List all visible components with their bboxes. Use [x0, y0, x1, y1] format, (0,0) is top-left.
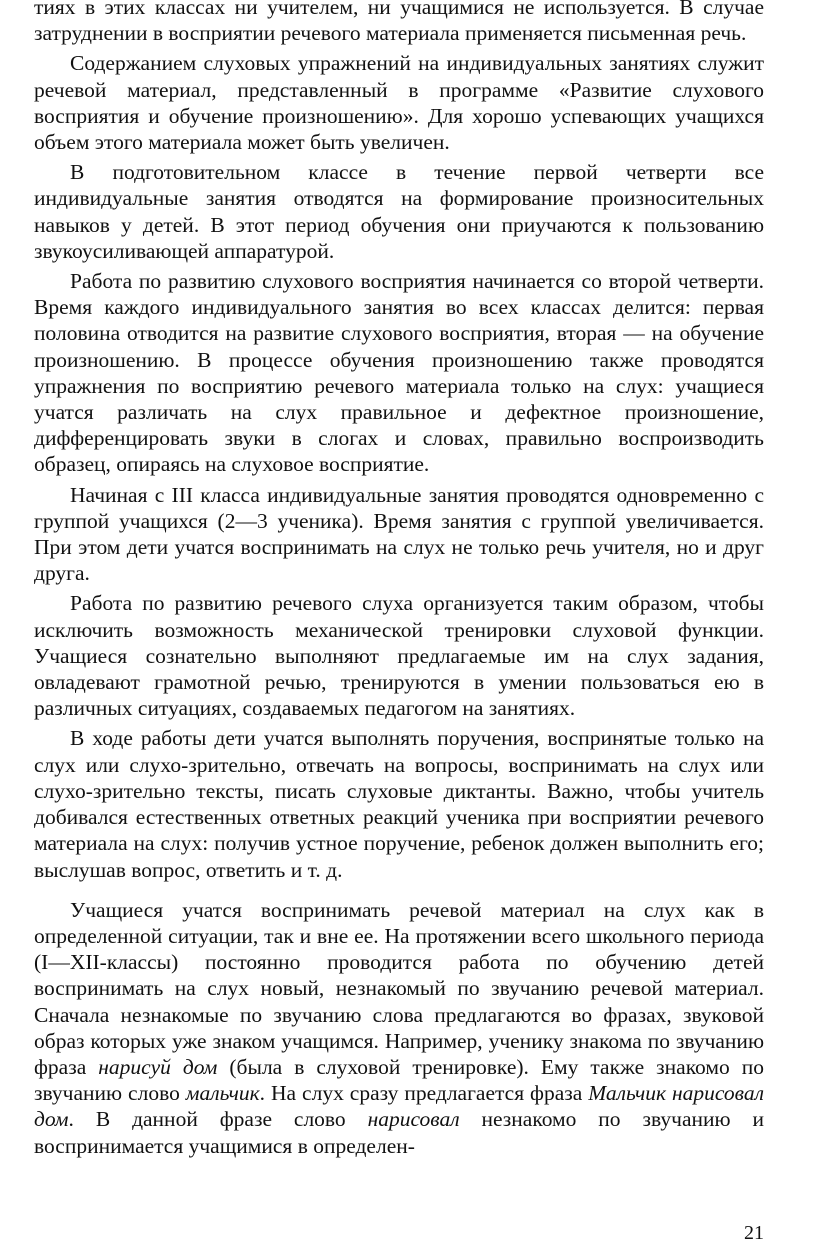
page-number: 21	[744, 1222, 764, 1244]
paragraph-auditory-work: Работа по развитию слухового восприятия начинается со второй четверти. Время каждого индивидуального занятия во всех классах делится: первая половина отводится на развитие слухового восприятия, вторая — на обучение произношению. В процессе обучения произношению также проводятся упражнения по восприятию речевого материала только на слух: учащиеся учатся различать на слух правильное и дефектное произношение, дифференцировать звуки в слогах и словах, правильно воспроизводить образец, опираясь на слуховое восприятие.	[34, 269, 764, 477]
paragraph-group-lessons: Начиная с III класса индивидуальные занятия проводятся одновременно с группой учащихся (2—3 ученика). Время занятия с группой увеличивается. При этом дети учатся воспринимать на слух не только речь учителя, но и друг друга.	[34, 482, 764, 586]
text-run: Учащиеся учатся воспринимать речевой материал на слух как в определенной ситуации, так и вне ее. На протяжении всего школьного периода (I—XII-классы) постоянно проводится работа по обучению детей воспринимать на слух новый, незнакомый по звучанию речевой материал. Сначала незнакомые по звучанию слова предлагаются во фразах, звуковой образ которых уже знаком учащимся. Например, ученику знакома по звучанию фраза	[34, 897, 764, 1079]
page-body	[34, 0, 764, 1159]
paragraph-speech-hearing: Работа по развитию речевого слуха организуется таким образом, чтобы исключить возможность механической тренировки слуховой функции. Учащиеся сознательно выполняют предлагаемые им на слух задания, овладевают грамотной речью, тренируются в умении пользоваться ею в различных ситуациях, создаваемых педагогом на занятиях.	[34, 591, 764, 721]
paragraph-instructions: В ходе работы дети учатся выполнять поручения, воспринятые только на слух или слухо-зрительно, отвечать на вопросы, воспринимать на слух или слухо-зрительно тексты, писать слуховые диктанты. Важно, чтобы учитель добивался естественных ответных реакций ученика при восприятии речевого материала на слух: получив устное поручение, ребенок должен выполнить его; выслушав вопрос, ответить и т. д.	[34, 726, 764, 882]
text-run: . На слух сразу предлагается фраза	[259, 1081, 589, 1106]
paragraph-exercise-content: Содержанием слуховых упражнений на индивидуальных занятиях служит речевой материал, представленный в программе «Развитие слухового восприятия и обучение произношению». Для хорошо успевающих учащихся объем этого материала может быть увеличен.	[34, 51, 764, 155]
italic-phrase: Мальчик нарисовал дом	[34, 1081, 764, 1132]
text-run: (была в слуховой тренировке). Ему также знакомо по звучанию слово	[34, 1054, 764, 1106]
italic-word: нарисовал	[367, 1107, 460, 1132]
paragraph-unfamiliar-material	[34, 897, 764, 1159]
text-run: незнакомо по звучанию и воспринимается учащимися в определен-	[34, 1107, 764, 1158]
italic-word: мальчик	[185, 1081, 260, 1106]
italic-phrase: нарисуй дом	[98, 1054, 218, 1079]
text-run: . В данной фразе слово	[68, 1107, 368, 1132]
paragraph-preparatory-class: В подготовительном классе в течение первой четверти все индивидуальные занятия отводятся на формирование произносительных навыков у детей. В этот период обучения они приучаются к пользованию звукоусиливающей аппаратурой.	[34, 160, 764, 263]
paragraph-continuation: тиях в этих классах ни учителем, ни учащимися не используется. В случае затруднении в восприятии речевого материала применяется письменная речь.	[34, 0, 764, 46]
